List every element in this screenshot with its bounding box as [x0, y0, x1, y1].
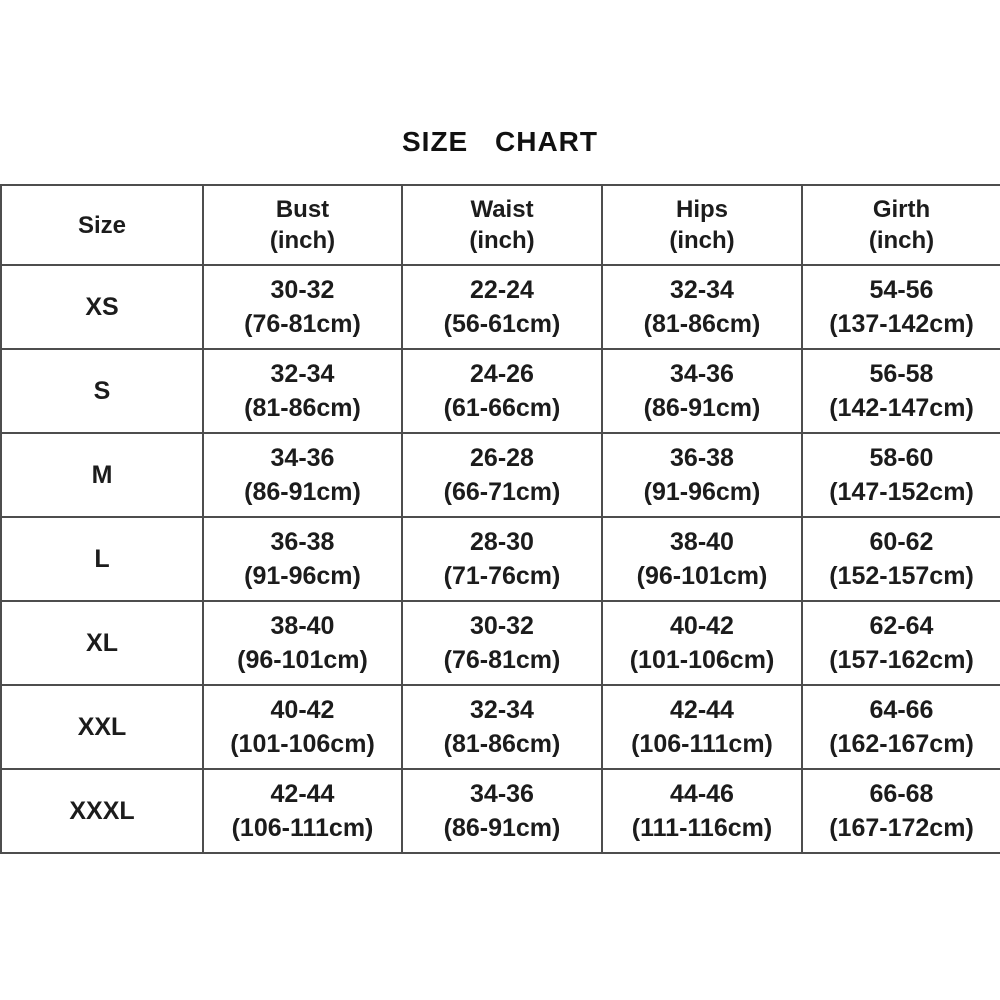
inch-range: 36-38 [670, 444, 734, 472]
size-cell: L [1, 517, 203, 601]
measurement-cell [203, 433, 402, 517]
size-chart-table [0, 184, 1000, 854]
column-header-unit: (inch) [469, 227, 535, 254]
inch-range: 32-34 [670, 276, 734, 304]
column-header-girth [802, 185, 1000, 265]
column-header-label: Waist [470, 196, 534, 223]
inch-range: 32-34 [270, 360, 335, 388]
inch-range: 28-30 [470, 528, 534, 556]
size-cell: XXXL [1, 769, 203, 853]
column-header-label: Bust [275, 196, 330, 223]
cm-range: (91-96cm) [643, 478, 761, 506]
table-row [1, 349, 1000, 433]
measurement-cell [402, 769, 602, 853]
table-row [1, 433, 1000, 517]
inch-range: 38-40 [270, 612, 335, 640]
column-header-label: Size [77, 211, 127, 239]
size-cell: M [1, 433, 203, 517]
inch-range: 30-32 [270, 276, 335, 304]
cm-range: (56-61cm) [443, 310, 561, 338]
size-cell: XS [1, 265, 203, 349]
measurement-cell [203, 601, 402, 685]
cm-range: (152-157cm) [829, 562, 974, 590]
inch-range: 40-42 [670, 612, 734, 640]
measurement-cell [602, 349, 802, 433]
column-header-size [1, 185, 203, 265]
size-cell: XL [1, 601, 203, 685]
measurement-cell [802, 601, 1000, 685]
measurement-cell [602, 769, 802, 853]
measurement-cell [802, 433, 1000, 517]
table-row [1, 685, 1000, 769]
measurement-cell [203, 349, 402, 433]
cm-range: (111-116cm) [631, 814, 773, 842]
inch-range: 66-68 [869, 780, 934, 808]
inch-range: 22-24 [470, 276, 534, 304]
column-header-unit: (inch) [269, 227, 336, 254]
table-row [1, 265, 1000, 349]
cm-range: (142-147cm) [829, 394, 974, 422]
table-row [1, 769, 1000, 853]
cm-range: (86-91cm) [443, 814, 561, 842]
size-cell: S [1, 349, 203, 433]
page-title: SIZE CHART [402, 126, 598, 157]
cm-range: (76-81cm) [244, 310, 361, 338]
inch-range: 56-58 [869, 360, 934, 388]
cm-range: (96-101cm) [237, 646, 368, 674]
measurement-cell [802, 685, 1000, 769]
cm-range: (86-91cm) [244, 478, 361, 506]
column-header-unit: (inch) [669, 227, 735, 254]
inch-range: 30-32 [470, 612, 534, 640]
cm-range: (167-172cm) [829, 814, 974, 842]
cm-range: (101-106cm) [230, 730, 375, 758]
measurement-cell [602, 517, 802, 601]
cm-range: (106-111cm) [231, 814, 374, 842]
cm-range: (101-106cm) [629, 646, 775, 674]
size-table-body [1, 265, 1000, 853]
measurement-cell [402, 349, 602, 433]
cm-range: (106-111cm) [631, 730, 773, 758]
inch-range: 36-38 [270, 528, 335, 556]
measurement-cell [802, 265, 1000, 349]
measurement-cell [402, 265, 602, 349]
inch-range: 58-60 [869, 444, 934, 472]
cm-range: (81-86cm) [643, 310, 761, 338]
inch-range: 24-26 [470, 360, 534, 388]
cm-range: (81-86cm) [443, 730, 561, 758]
measurement-cell [602, 265, 802, 349]
measurement-cell [203, 685, 402, 769]
inch-range: 60-62 [869, 528, 934, 556]
measurement-cell [602, 685, 802, 769]
inch-range: 38-40 [670, 528, 734, 556]
measurement-cell [203, 517, 402, 601]
measurement-cell [802, 349, 1000, 433]
inch-range: 42-44 [270, 780, 335, 808]
size-cell: XXL [1, 685, 203, 769]
cm-range: (137-142cm) [829, 310, 974, 338]
cm-range: (76-81cm) [443, 646, 561, 674]
inch-range: 42-44 [670, 696, 734, 724]
cm-range: (86-91cm) [643, 394, 761, 422]
table-row [1, 517, 1000, 601]
column-header-hips [602, 185, 802, 265]
column-header-unit: (inch) [868, 227, 935, 254]
measurement-cell [802, 769, 1000, 853]
measurement-cell [802, 517, 1000, 601]
column-header-label: Girth [872, 196, 931, 223]
measurement-cell [602, 433, 802, 517]
cm-range: (66-71cm) [443, 478, 561, 506]
inch-range: 26-28 [470, 444, 534, 472]
measurement-cell [402, 685, 602, 769]
measurement-cell [402, 601, 602, 685]
cm-range: (81-86cm) [244, 394, 361, 422]
inch-range: 40-42 [270, 696, 335, 724]
inch-range: 34-36 [670, 360, 734, 388]
inch-range: 34-36 [470, 780, 534, 808]
cm-range: (96-101cm) [636, 562, 768, 590]
inch-range: 34-36 [270, 444, 335, 472]
inch-range: 44-46 [670, 780, 734, 808]
inch-range: 62-64 [869, 612, 934, 640]
measurement-cell [402, 433, 602, 517]
cm-range: (71-76cm) [443, 562, 561, 590]
inch-range: 64-66 [869, 696, 934, 724]
measurement-cell [602, 601, 802, 685]
column-header-waist [402, 185, 602, 265]
cm-range: (157-162cm) [829, 646, 974, 674]
cm-range: (162-167cm) [829, 730, 974, 758]
column-header-label: Hips [675, 196, 728, 223]
cm-range: (61-66cm) [443, 394, 561, 422]
inch-range: 54-56 [869, 276, 934, 304]
table-header-row [1, 185, 1000, 265]
cm-range: (91-96cm) [244, 562, 361, 590]
cm-range: (147-152cm) [829, 478, 974, 506]
measurement-cell [203, 769, 402, 853]
measurement-cell [402, 517, 602, 601]
table-row [1, 601, 1000, 685]
inch-range: 32-34 [470, 696, 534, 724]
measurement-cell [203, 265, 402, 349]
column-header-bust [203, 185, 402, 265]
